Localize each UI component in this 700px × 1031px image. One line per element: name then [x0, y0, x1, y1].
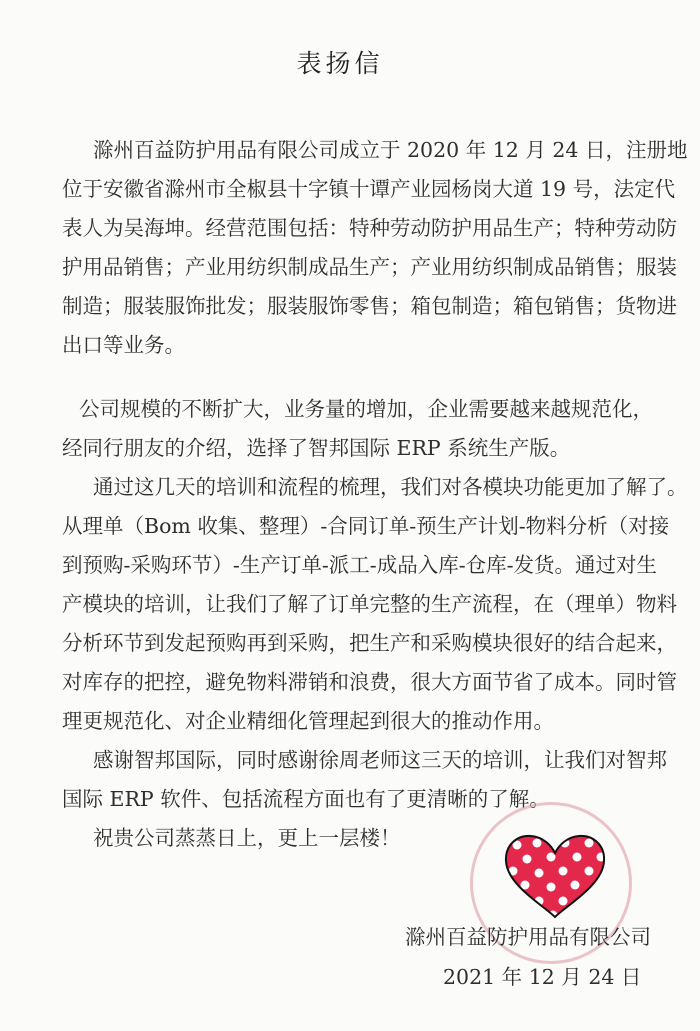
letter-body	[62, 131, 688, 858]
text-line: 公司规模的不断扩大，业务量的增加，企业需要越来越规范化，	[79, 397, 653, 421]
text-line: 理更规范化、对企业精细化管理起到很大的推动作用。	[62, 709, 554, 733]
paragraph-training	[62, 468, 688, 741]
text-line: 出口等业务。	[62, 333, 185, 357]
text-line: 经同行朋友的介绍，选择了智邦国际 ERP 系统生产版。	[62, 436, 571, 460]
text-line: 分析环节到发起预购再到采购，把生产和采购模块很好的结合起来，	[62, 631, 677, 655]
signature-date: 2021 年 12 月 24 日	[443, 965, 642, 989]
text-line: 滁州百益防护用品有限公司成立于 2020 年 12 月 24 日，注册地	[93, 138, 688, 162]
paragraph-company-intro	[62, 131, 688, 365]
text-line: 产模块的培训，让我们了解了订单完整的生产流程，在（理单）物料	[62, 592, 677, 616]
text-line: 感谢智邦国际，同时感谢徐周老师这三天的培训，让我们对智邦	[93, 748, 667, 772]
text-line: 表人为吴海坤。经营范围包括：特种劳动防护用品生产；特种劳动防	[62, 216, 677, 240]
text-line: 到预购-采购环节）-生产订单-派工-成品入库-仓库-发货。通过对生	[62, 553, 658, 577]
signature-company: 滁州百益防护用品有限公司	[405, 925, 651, 949]
text-line: 位于安徽省滁州市全椒县十字镇十谭产业园杨岗大道 19 号，法定代	[62, 177, 676, 201]
polka-dot-heart-icon	[503, 833, 607, 921]
letter-title: 表扬信	[296, 49, 384, 78]
text-line: 国际 ERP 软件、包括流程方面也有了更清晰的了解。	[62, 787, 550, 811]
text-line: 制造；服装服饰批发；服装服饰零售；箱包制造；箱包销售；货物进	[62, 294, 677, 318]
text-line: 祝贵公司蒸蒸日上，更上一层楼！	[93, 826, 401, 850]
text-line: 从理单（Bom 收集、整理）-合同订单-预生产计划-物料分析（对接	[62, 514, 670, 538]
text-line: 通过这几天的培训和流程的梳理，我们对各模块功能更加了解了。	[93, 475, 688, 499]
text-line: 护用品销售；产业用纺织制成品生产；产业用纺织制成品销售；服装	[62, 255, 677, 279]
paragraph-erp-choice	[62, 390, 653, 468]
text-line: 对库存的把控，避免物料滞销和浪费，很大方面节省了成本。同时管	[62, 670, 677, 694]
